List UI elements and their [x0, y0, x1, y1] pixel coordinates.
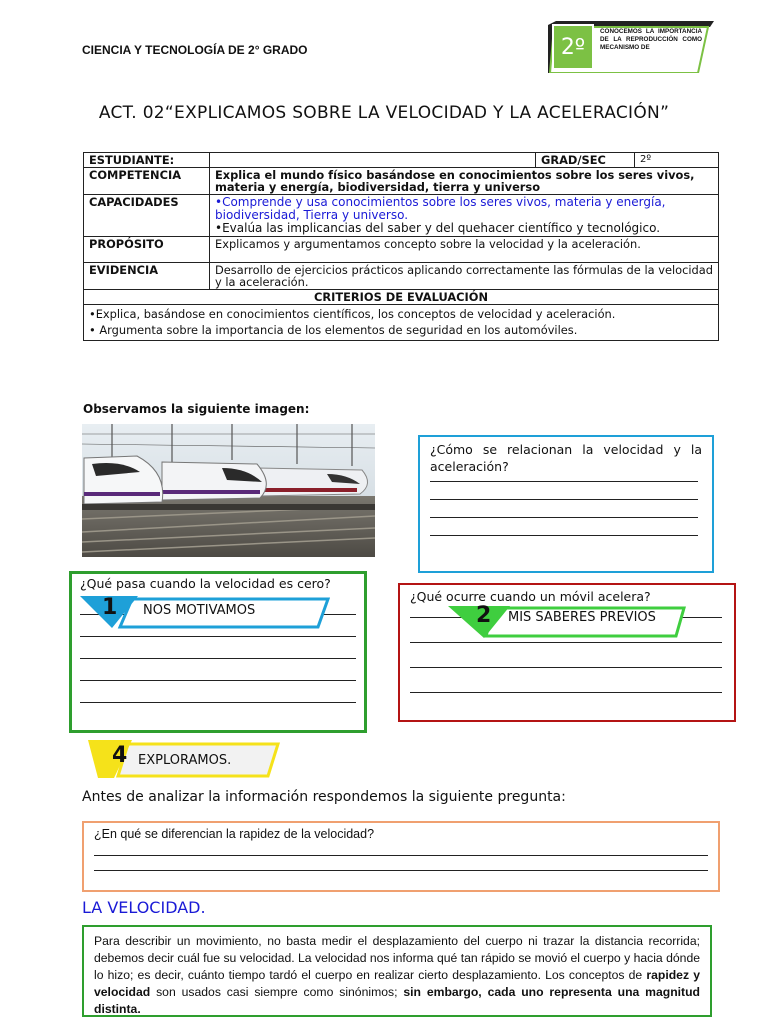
intro-question: Antes de analizar la información respondemos la siguiente pregunta: — [82, 789, 566, 805]
tag-4-label: EXPLORAMOS. — [138, 753, 232, 768]
competence-label: COMPETENCIA — [84, 168, 210, 195]
tag-2-number: 2 — [476, 603, 492, 628]
info-table — [83, 152, 719, 341]
answer-line[interactable] — [80, 680, 356, 681]
student-label: ESTUDIANTE: — [84, 153, 210, 168]
criteria-item: •Explica, basándose en conocimientos científicos, los conceptos de velocidad y aceleración. — [89, 307, 616, 321]
tag-2-label: MIS SABERES PREVIOS — [508, 610, 656, 625]
question-text: ¿Cómo se relacionan la velocidad y la aceleración? — [430, 442, 702, 474]
answer-line[interactable] — [430, 535, 698, 536]
grade-description: CONOCEMOS LA IMPORTANCIA DE LA REPRODUCCIÓN COMO MECANISMO DE — [600, 28, 702, 51]
tag-1-number: 1 — [102, 595, 118, 620]
answer-line[interactable] — [430, 517, 698, 518]
answer-line[interactable] — [410, 667, 722, 668]
criteria-item: • Argumenta sobre la importancia de los elementos de seguridad en los automóviles. — [89, 323, 578, 337]
paragraph-text: Para describir un movimiento, no basta medir el desplazamiento del cuerpo ni trazar la distancia recorrida; debemos decir cuál fue su velocidad. La velocidad nos informa qué tan rápido se movió el cuerpo y hacia dónde lo hizo; es decir, cuánto tiempo tardó el cuerpo en realizar cierto desplazamiento. Los conceptos de — [94, 934, 700, 982]
question-box-blue — [418, 435, 714, 573]
question-text: ¿Qué pasa cuando la velocidad es cero? — [80, 576, 331, 591]
tag-1-label: NOS MOTIVAMOS — [143, 603, 256, 618]
answer-lines[interactable] — [430, 481, 702, 536]
purpose-value: Explicamos y argumentamos concepto sobre la velocidad y la aceleración. — [210, 237, 719, 263]
velocity-paragraph — [82, 925, 712, 1017]
table-row — [84, 168, 719, 195]
answer-line[interactable] — [94, 870, 708, 871]
table-row — [84, 263, 719, 290]
capacities-label: CAPACIDADES — [84, 195, 210, 237]
answer-line[interactable] — [410, 692, 722, 693]
criteria-list — [84, 305, 719, 341]
answer-line[interactable] — [80, 658, 356, 659]
answer-line[interactable] — [80, 636, 356, 637]
competence-value: Explica el mundo físico basándose en conocimientos sobre los seres vivos, materia y energía, biodiversidad, tierra y universo — [210, 168, 719, 195]
table-row — [84, 195, 719, 237]
question-text: ¿Qué ocurre cuando un móvil acelera? — [410, 589, 651, 604]
evidence-value: Desarrollo de ejercicios prácticos aplicando correctamente las fórmulas de la velocidad y la aceleración. — [210, 263, 719, 290]
paragraph-text: son usados casi siempre como sinónimos; — [150, 985, 404, 999]
tag-4-number: 4 — [112, 743, 128, 768]
table-row — [84, 290, 719, 305]
header-title: CIENCIA Y TECNOLOGÍA DE 2° GRADO — [82, 43, 308, 57]
table-row — [84, 237, 719, 263]
question-box-orange — [82, 821, 720, 892]
student-field[interactable] — [210, 153, 536, 168]
table-row — [84, 153, 719, 168]
grade-number: 2º — [552, 24, 594, 70]
answer-line[interactable] — [430, 481, 698, 482]
activity-title: ACT. 02“EXPLICAMOS SOBRE LA VELOCIDAD Y LA ACELERACIÓN” — [98, 103, 670, 123]
grade-sec-value: 2º — [635, 153, 719, 168]
paragraph-bold: sin embargo, cada uno representa una magnitud distinta. — [94, 985, 700, 1016]
table-row — [84, 305, 719, 341]
answer-line[interactable] — [94, 855, 708, 856]
grade-sec-label: GRAD/SEC — [536, 153, 635, 168]
answer-line[interactable] — [430, 499, 698, 500]
capacity-item: •Evalúa las implicancias del saber y del quehacer científico y tecnológico. — [215, 221, 661, 235]
answer-line[interactable] — [80, 702, 356, 703]
answer-line[interactable] — [410, 642, 722, 643]
purpose-label: PROPÓSITO — [84, 237, 210, 263]
paragraph-bold: rapidez y velocidad — [94, 968, 700, 999]
trains-image — [82, 424, 375, 557]
capacity-item: •Comprende y usa conocimientos sobre los seres vivos, materia y energía, biodiversidad, Tierra y universo. — [215, 195, 666, 222]
observe-label: Observamos la siguiente imagen: — [83, 402, 310, 416]
criteria-title: CRITERIOS DE EVALUACIÓN — [84, 290, 719, 305]
question-text: ¿En qué se diferencian la rapidez de la velocidad? — [94, 827, 375, 841]
capacities-value — [210, 195, 719, 237]
section-title: LA VELOCIDAD. — [82, 898, 206, 917]
evidence-label: EVIDENCIA — [84, 263, 210, 290]
